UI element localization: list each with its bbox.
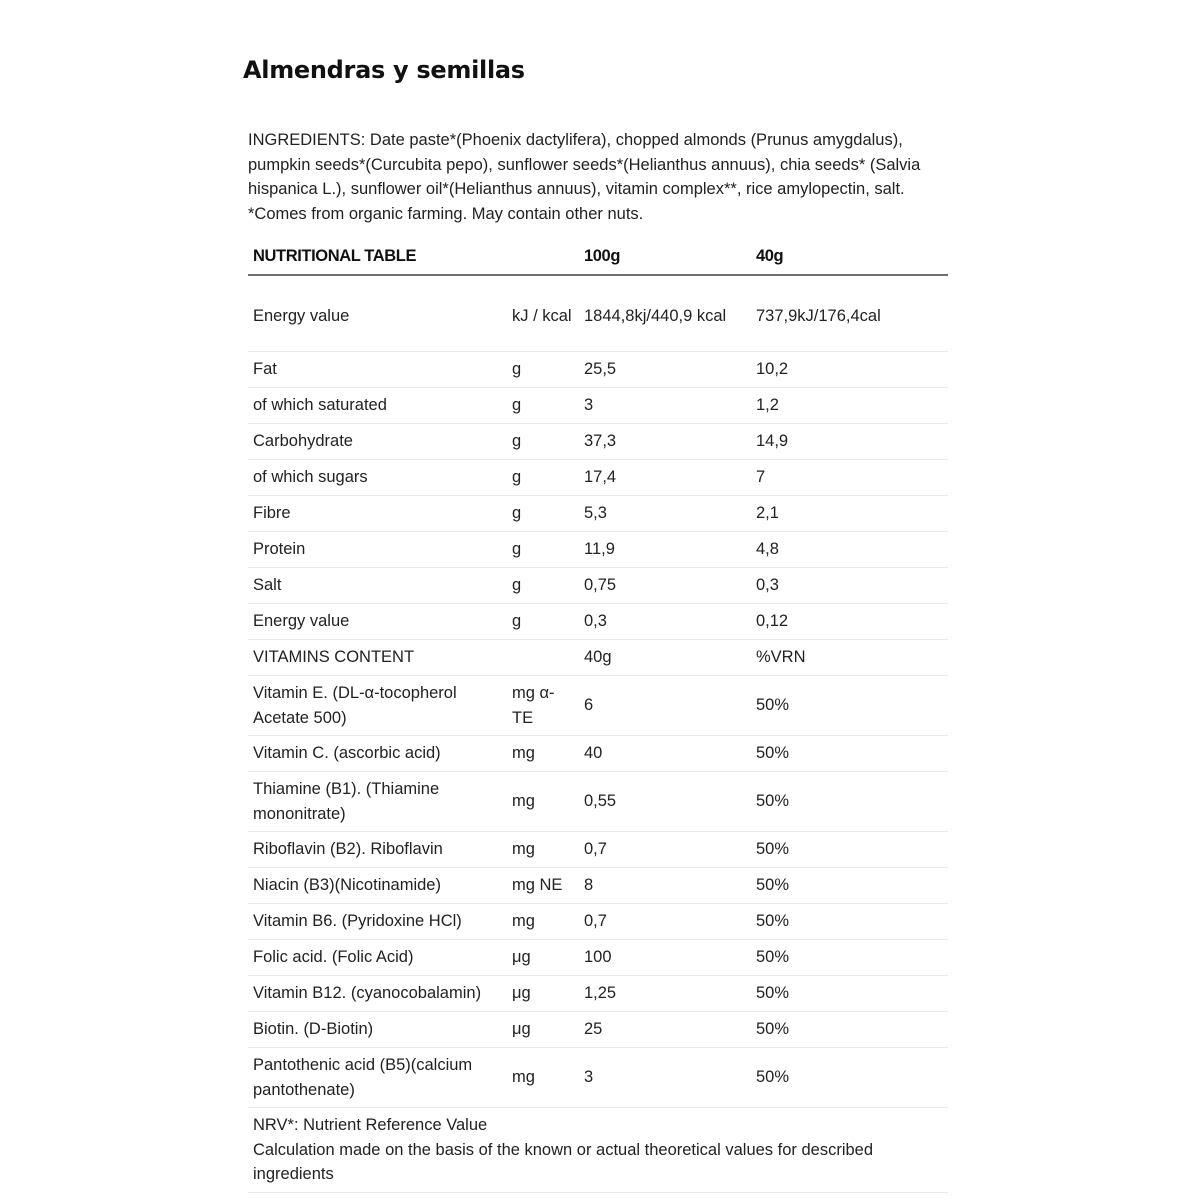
table-row	[248, 460, 948, 496]
cell-name: Vitamin B6. (Pyridoxine HCl)	[248, 904, 507, 940]
table-row	[248, 275, 948, 352]
cell-unit: g	[507, 568, 579, 604]
cell-unit: mg NE	[507, 868, 579, 904]
cell-v2: 50%	[751, 1012, 948, 1048]
page-title: Almendras y semillas	[243, 56, 525, 84]
cell-unit: mg	[507, 904, 579, 940]
nrv-note: NRV*: Nutrient Reference Value	[253, 1116, 488, 1135]
cell-v1: 8	[579, 868, 751, 904]
ingredients-text: INGREDIENTS: Date paste*(Phoenix dactylifera), chopped almonds (Prunus amygdalus), pumpkin seeds*(Curcubita pepo), sunflower seeds*(Helianthus annuus), chia seeds* (Salvia hispanica L.), sunflower oil*(Helianthus annuus), vitamin complex**, rice amylopectin, salt. *Comes from organic farming. May contain other nuts.	[248, 131, 921, 223]
nutritional-table	[248, 240, 948, 1193]
cell-v2: 7	[751, 460, 948, 496]
cell-unit: kJ / kcal	[507, 275, 579, 352]
table-header-row	[248, 240, 948, 275]
cell-v2: 737,9kJ/176,4cal	[751, 275, 948, 352]
cell-unit: g	[507, 460, 579, 496]
cell-unit: mg	[507, 772, 579, 832]
header-40g: 40g	[751, 240, 948, 275]
table-row	[248, 832, 948, 868]
cell-name: Energy value	[248, 275, 507, 352]
cell-v2: 2,1	[751, 496, 948, 532]
cell-v1: 37,3	[579, 424, 751, 460]
cell-name: Riboflavin (B2). Riboflavin	[248, 832, 507, 868]
cell-unit: g	[507, 388, 579, 424]
table-row	[248, 424, 948, 460]
cell-v2: 50%	[751, 904, 948, 940]
cell-name: Energy value	[248, 604, 507, 640]
cell-v2: 50%	[751, 868, 948, 904]
calculation-note: Calculation made on the basis of the known or actual theoretical values for described ingredients	[253, 1140, 874, 1184]
table-note-row	[248, 1108, 948, 1193]
cell-name: VITAMINS CONTENT	[248, 640, 507, 676]
cell-v1: 3	[579, 1048, 751, 1108]
cell-v1: 40g	[579, 640, 751, 676]
cell-name: Carbohydrate	[248, 424, 507, 460]
cell-unit: μg	[507, 940, 579, 976]
cell-v1: 17,4	[579, 460, 751, 496]
table-row	[248, 1048, 948, 1108]
cell-name: Vitamin B12. (cyanocobalamin)	[248, 976, 507, 1012]
table-row	[248, 904, 948, 940]
table-row	[248, 868, 948, 904]
cell-v2: 50%	[751, 736, 948, 772]
table-row	[248, 640, 948, 676]
cell-v1: 25	[579, 1012, 751, 1048]
cell-unit: mg	[507, 832, 579, 868]
cell-v2: 50%	[751, 976, 948, 1012]
cell-name: of which sugars	[248, 460, 507, 496]
cell-name: Thiamine (B1). (Thiamine mononitrate)	[248, 772, 507, 832]
cell-unit: g	[507, 496, 579, 532]
cell-v1: 1844,8kj/440,9 kcal	[579, 275, 751, 352]
cell-unit: mg	[507, 1048, 579, 1108]
cell-v1: 0,75	[579, 568, 751, 604]
cell-name: Salt	[248, 568, 507, 604]
cell-v1: 5,3	[579, 496, 751, 532]
cell-unit: mg	[507, 736, 579, 772]
table-row	[248, 1012, 948, 1048]
cell-v1: 0,3	[579, 604, 751, 640]
cell-name: of which saturated	[248, 388, 507, 424]
cell-v2: 0,3	[751, 568, 948, 604]
table-row	[248, 604, 948, 640]
cell-name: Vitamin C. (ascorbic acid)	[248, 736, 507, 772]
table-row	[248, 388, 948, 424]
table-row	[248, 772, 948, 832]
cell-v1: 25,5	[579, 352, 751, 388]
cell-v2: %VRN	[751, 640, 948, 676]
table-row	[248, 976, 948, 1012]
cell-unit: g	[507, 424, 579, 460]
cell-v2: 4,8	[751, 532, 948, 568]
cell-v1: 3	[579, 388, 751, 424]
cell-v2: 1,2	[751, 388, 948, 424]
cell-name: Niacin (B3)(Nicotinamide)	[248, 868, 507, 904]
cell-v1: 0,55	[579, 772, 751, 832]
cell-v2: 50%	[751, 772, 948, 832]
header-100g: 100g	[579, 240, 751, 275]
table-row	[248, 568, 948, 604]
cell-v1: 100	[579, 940, 751, 976]
cell-name: Pantothenic acid (B5)(calcium pantothenate)	[248, 1048, 507, 1108]
cell-name: Fibre	[248, 496, 507, 532]
table-note	[248, 1108, 948, 1193]
cell-v2: 50%	[751, 676, 948, 736]
cell-name: Protein	[248, 532, 507, 568]
cell-v2: 10,2	[751, 352, 948, 388]
cell-v1: 6	[579, 676, 751, 736]
cell-v1: 0,7	[579, 904, 751, 940]
header-nutrient: NUTRITIONAL TABLE	[248, 240, 507, 275]
cell-name: Vitamin E. (DL-α-tocopherol Acetate 500)	[248, 676, 507, 736]
cell-v1: 0,7	[579, 832, 751, 868]
cell-v1: 11,9	[579, 532, 751, 568]
cell-unit: μg	[507, 976, 579, 1012]
cell-v2: 14,9	[751, 424, 948, 460]
cell-v2: 50%	[751, 1048, 948, 1108]
table-row	[248, 532, 948, 568]
cell-v1: 1,25	[579, 976, 751, 1012]
cell-unit: μg	[507, 1012, 579, 1048]
table-row	[248, 496, 948, 532]
cell-v2: 50%	[751, 940, 948, 976]
cell-unit: mg α-TE	[507, 676, 579, 736]
cell-v2: 50%	[751, 832, 948, 868]
cell-v2: 0,12	[751, 604, 948, 640]
header-unit	[507, 240, 579, 275]
table-row	[248, 676, 948, 736]
cell-v1: 40	[579, 736, 751, 772]
cell-name: Fat	[248, 352, 507, 388]
table-row	[248, 736, 948, 772]
table-row	[248, 352, 948, 388]
cell-unit	[507, 640, 579, 676]
cell-name: Biotin. (D-Biotin)	[248, 1012, 507, 1048]
cell-unit: g	[507, 532, 579, 568]
cell-unit: g	[507, 604, 579, 640]
cell-unit: g	[507, 352, 579, 388]
table-row	[248, 940, 948, 976]
cell-name: Folic acid. (Folic Acid)	[248, 940, 507, 976]
